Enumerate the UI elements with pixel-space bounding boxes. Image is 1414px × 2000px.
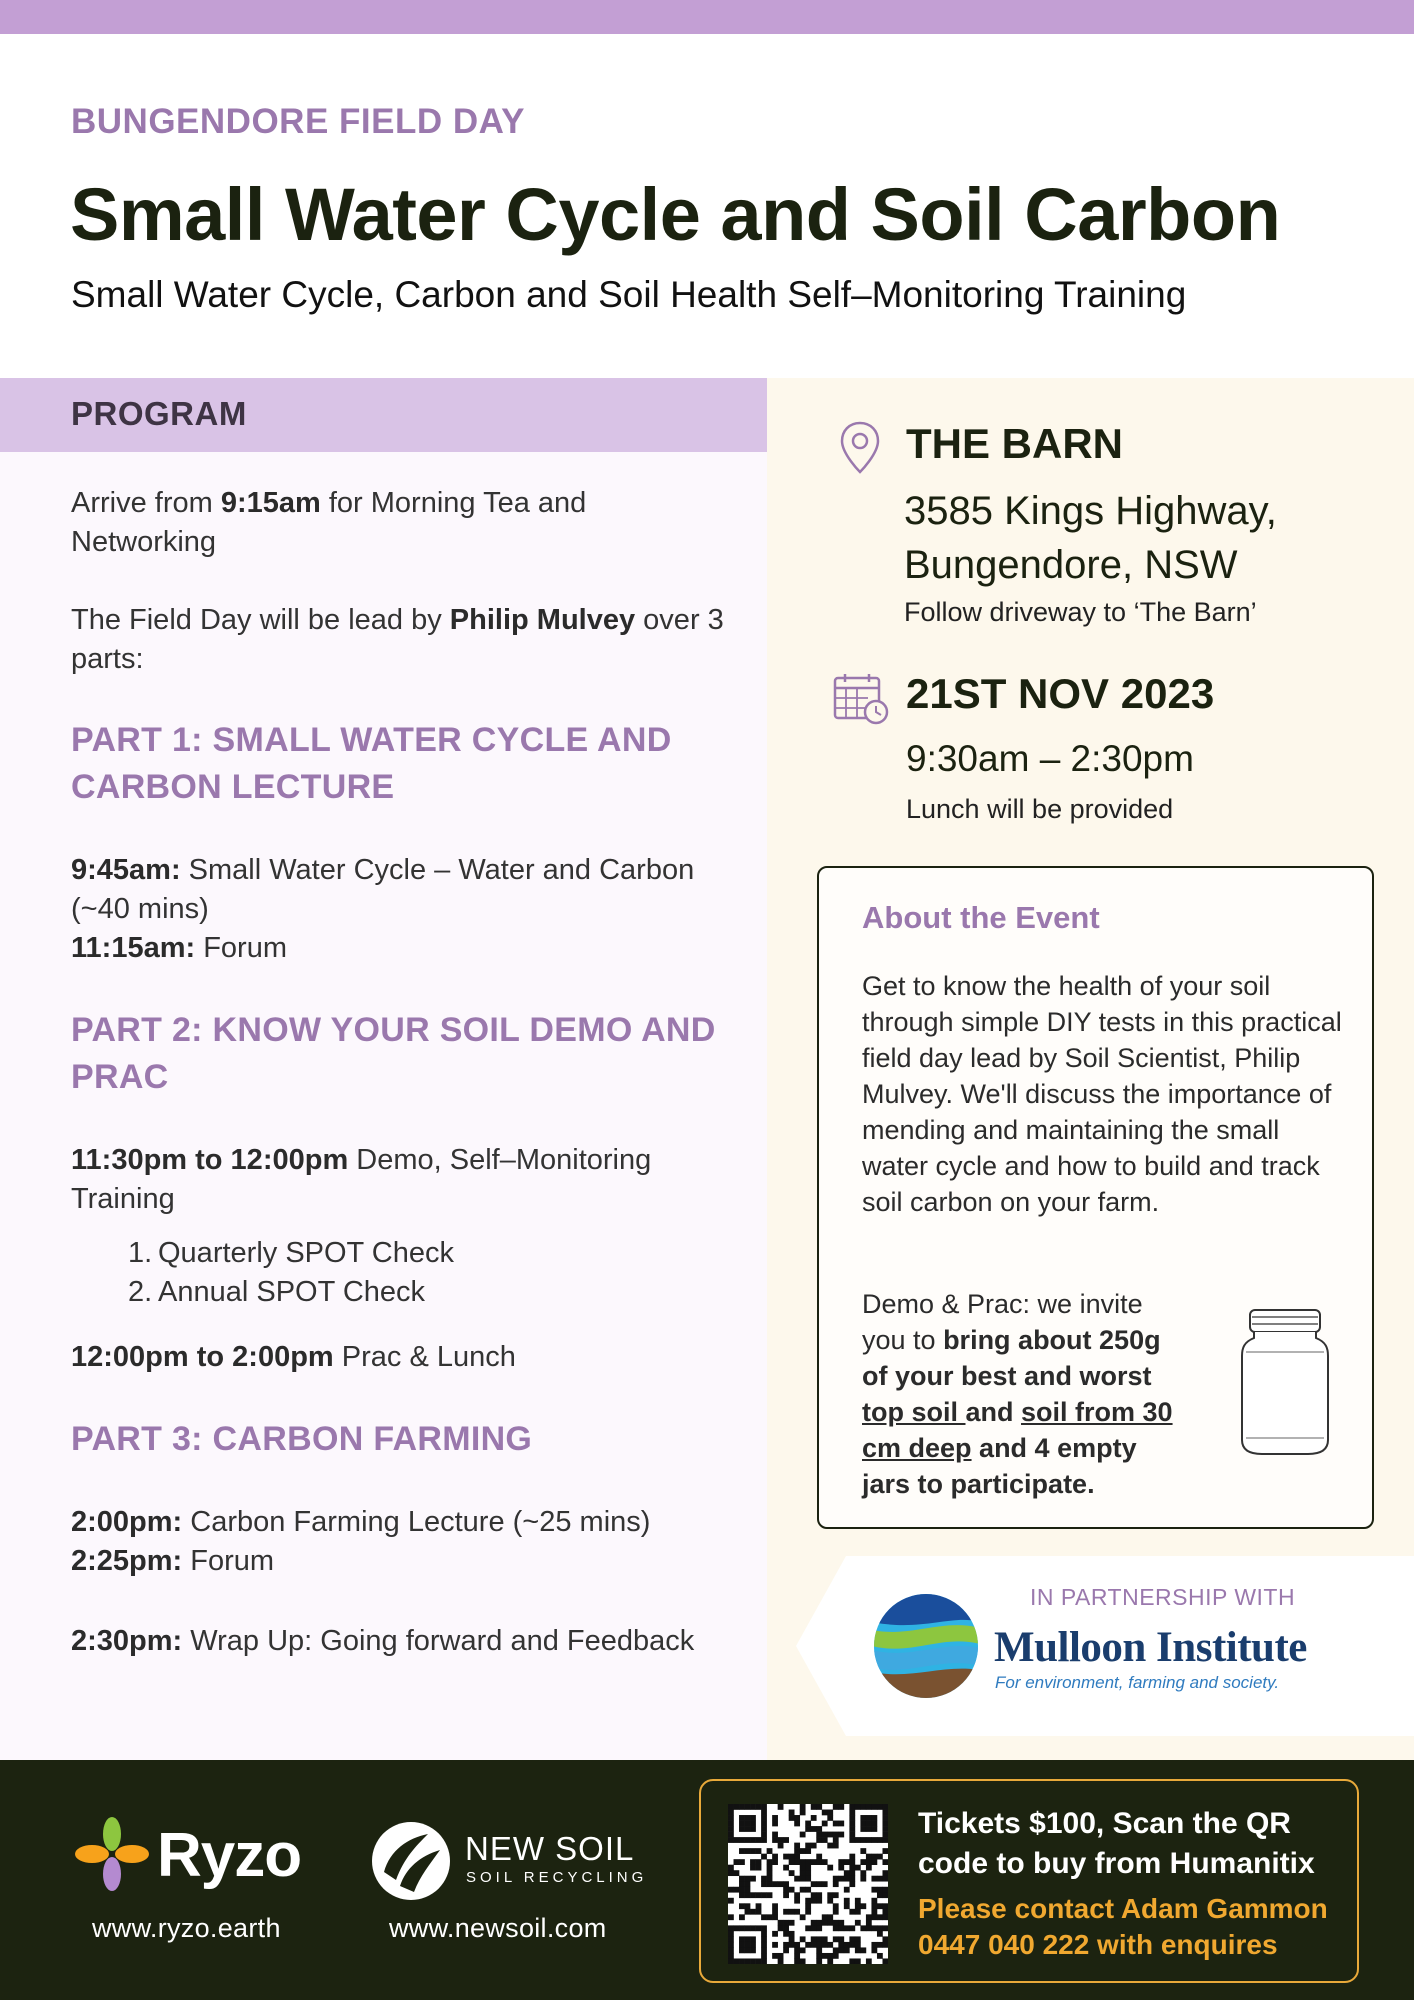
top-accent-bar: [0, 0, 1414, 34]
event-eyebrow: BUNGENDORE FIELD DAY: [71, 102, 526, 141]
contact-info: Please contact Adam Gammon 0447 040 222 with enquires: [918, 1893, 1328, 1960]
ryzo-url[interactable]: www.ryzo.earth: [92, 1913, 281, 1943]
part2-prac-item: 12:00pm to 2:00pm Prac & Lunch: [71, 1341, 516, 1373]
part3-schedule: [71, 1503, 731, 1581]
part1-heading: PART 1: SMALL WATER CYCLE AND CARBON LECTURE: [71, 721, 672, 806]
lunch-note: Lunch will be provided: [906, 794, 1174, 824]
ryzo-flower-icon: [74, 1816, 150, 1892]
new-soil-logo-text: NEW SOIL: [465, 1830, 635, 1867]
venue-note: Follow driveway to ‘The Barn’: [904, 597, 1257, 627]
schedule-item: 11:15am: Forum: [71, 932, 287, 964]
part1-schedule: [71, 851, 731, 968]
part3-heading: PART 3: CARBON FARMING: [71, 1420, 533, 1458]
page-subtitle: Small Water Cycle, Carbon and Soil Health Self–Monitoring Training: [71, 274, 1187, 315]
lead-info: The Field Day will be lead by Philip Mulvey over 3 parts:: [71, 604, 724, 675]
mulloon-logo-icon: [872, 1592, 980, 1700]
ryzo-logo-text: Ryzo: [157, 1821, 302, 1890]
partnership-label: IN PARTNERSHIP WITH: [1030, 1584, 1296, 1610]
location-pin-icon: [838, 420, 882, 476]
jar-icon: [1238, 1308, 1332, 1458]
schedule-item: 2:25pm: Forum: [71, 1545, 275, 1577]
part2-heading: PART 2: KNOW YOUR SOIL DEMO AND PRAC: [71, 1011, 716, 1096]
new-soil-url[interactable]: www.newsoil.com: [389, 1913, 607, 1943]
venue-name: THE BARN: [906, 420, 1123, 467]
arrive-info: Arrive from 9:15am for Morning Tea and Networking: [71, 487, 587, 558]
event-time: 9:30am – 2:30pm: [906, 738, 1194, 779]
venue-address: 3585 Kings Highway, Bungendore, NSW: [904, 489, 1277, 587]
event-date: 21ST NOV 2023: [906, 670, 1215, 717]
qr-code-icon[interactable]: [728, 1804, 888, 1964]
calendar-icon: [832, 672, 890, 726]
schedule-item: 9:45am: Small Water Cycle – Water and Carbon (~40 mins): [71, 854, 695, 925]
spot-check-list: [128, 1234, 454, 1312]
ticket-info: Tickets $100, Scan the QR code to buy from Humanitix: [918, 1807, 1315, 1880]
list-item: 1. Quarterly SPOT Check: [128, 1237, 455, 1269]
list-item: 2. Annual SPOT Check: [128, 1276, 426, 1308]
schedule-item: 2:00pm: Carbon Farming Lecture (~25 mins): [71, 1506, 651, 1538]
partner-name: Mulloon Institute: [994, 1624, 1307, 1671]
about-description: Get to know the health of your soil through simple DIY tests in this practical field day lead by Soil Scientist, Philip Mulvey. We'll discuss the importance of mending and maintaining the small water cycle and how to build and track soil carbon on your farm.: [862, 971, 1342, 1217]
part2-schedule-item: 11:30pm to 12:00pm Demo, Self–Monitoring Training: [71, 1144, 652, 1215]
wrap-up-item: 2:30pm: Wrap Up: Going forward and Feedback: [71, 1625, 695, 1657]
about-title: About the Event: [862, 900, 1100, 935]
new-soil-leaf-icon: [370, 1820, 452, 1902]
partner-tagline: For environment, farming and society.: [995, 1673, 1280, 1692]
new-soil-tagline: SOIL RECYCLING: [466, 1869, 648, 1886]
page-title: Small Water Cycle and Soil Carbon: [70, 173, 1281, 256]
program-heading: PROGRAM: [71, 395, 247, 432]
demo-prac-instructions: Demo & Prac: we invite you to bring about 250g of your best and worst top soil and soil from 30 cm deep and 4 empty jars to participate.: [862, 1289, 1173, 1499]
